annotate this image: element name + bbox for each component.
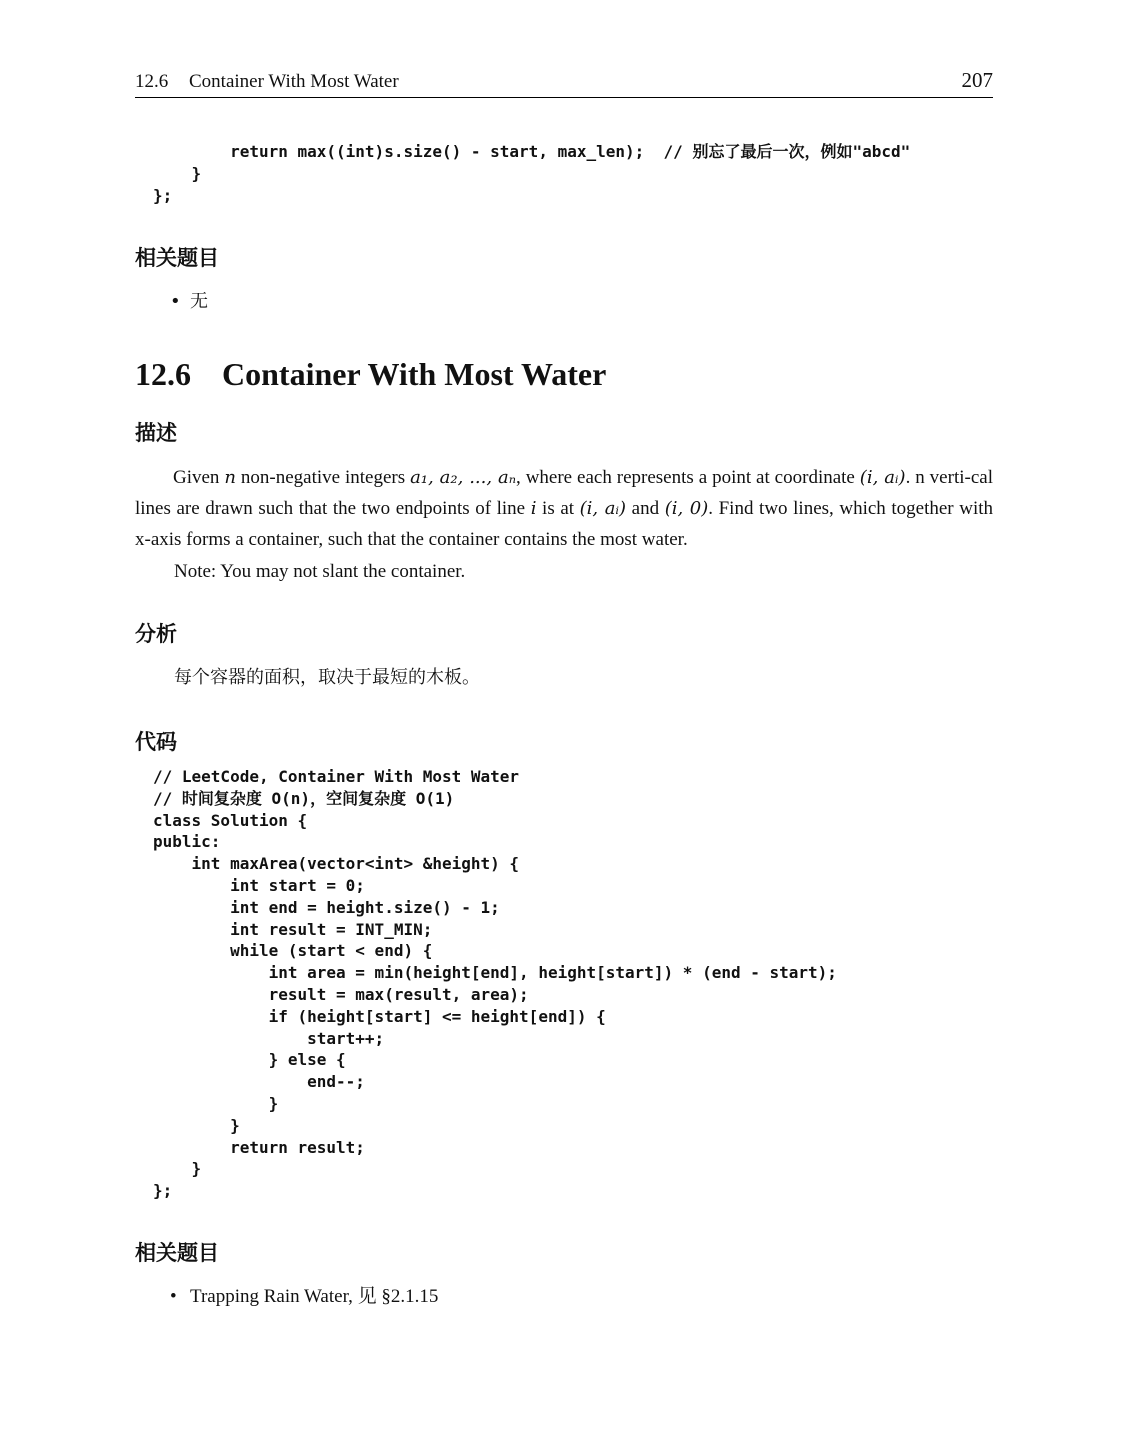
text-run: . Find two lines, which together with x-axis forms a container, such that the container contains the most water.	[135, 498, 994, 550]
related-list	[170, 1284, 438, 1310]
text-run: is at	[536, 498, 580, 519]
math-sequence: a₁, a₂, ..., aₙ	[410, 467, 517, 488]
text-run: , where each represents a point at coordinate	[516, 467, 860, 488]
previous-code-tail: return max((int)s.size() - start, max_len); // 别忘了最后一次，例如"abcd" } };	[153, 142, 911, 205]
math-n: n	[224, 467, 236, 488]
analysis-heading: 分析	[135, 622, 177, 646]
analysis-text: 每个容器的面积，取决于最短的木板。	[174, 667, 480, 688]
text-run: non-negative integers	[235, 467, 411, 488]
header-section-number: 12.6	[135, 71, 169, 92]
math-i: i	[530, 498, 537, 519]
section-title-text: Container With Most Water	[222, 356, 607, 392]
prev-related-list	[170, 289, 208, 315]
section-number: 12.6	[135, 356, 191, 392]
code-heading: 代码	[135, 730, 177, 754]
header-section-title: Container With Most Water	[189, 71, 399, 92]
page-header	[135, 70, 993, 98]
description-heading: 描述	[135, 421, 177, 445]
text-run: . n verti-cal lines are drawn such that the two endpoints of line	[135, 467, 993, 519]
page-number: 207	[961, 68, 993, 92]
math-point-1: (i, aᵢ)	[579, 498, 627, 519]
math-coordinate: (i, aᵢ)	[859, 467, 906, 488]
text-run: and	[626, 498, 665, 519]
description-paragraph	[135, 462, 993, 555]
text-run: Given	[173, 467, 225, 488]
math-point-2: (i, 0)	[664, 498, 709, 519]
code-listing: // LeetCode, Container With Most Water // 时间复杂度 O(n)，空间复杂度 O(1) class Solution { public: int maxArea(vector<int> &height) { int start = 0; int end = height.size() - 1; int result = INT_MIN; while (start < end) { int area = min(height[end], height[start]) * (end - start); result = max(result, area); if (height[start] <= height[end]) { start++; } else { end--; } } return result; } };	[153, 767, 837, 1201]
prev-related-heading: 相关题目	[135, 246, 219, 270]
description-note: Note: You may not slant the container.	[174, 561, 466, 582]
list-item: • Trapping Rain Water, 见 §2.1.15	[170, 1284, 438, 1310]
related-heading: 相关题目	[135, 1241, 219, 1265]
section-title	[135, 354, 606, 394]
list-item: • 无	[170, 289, 208, 315]
